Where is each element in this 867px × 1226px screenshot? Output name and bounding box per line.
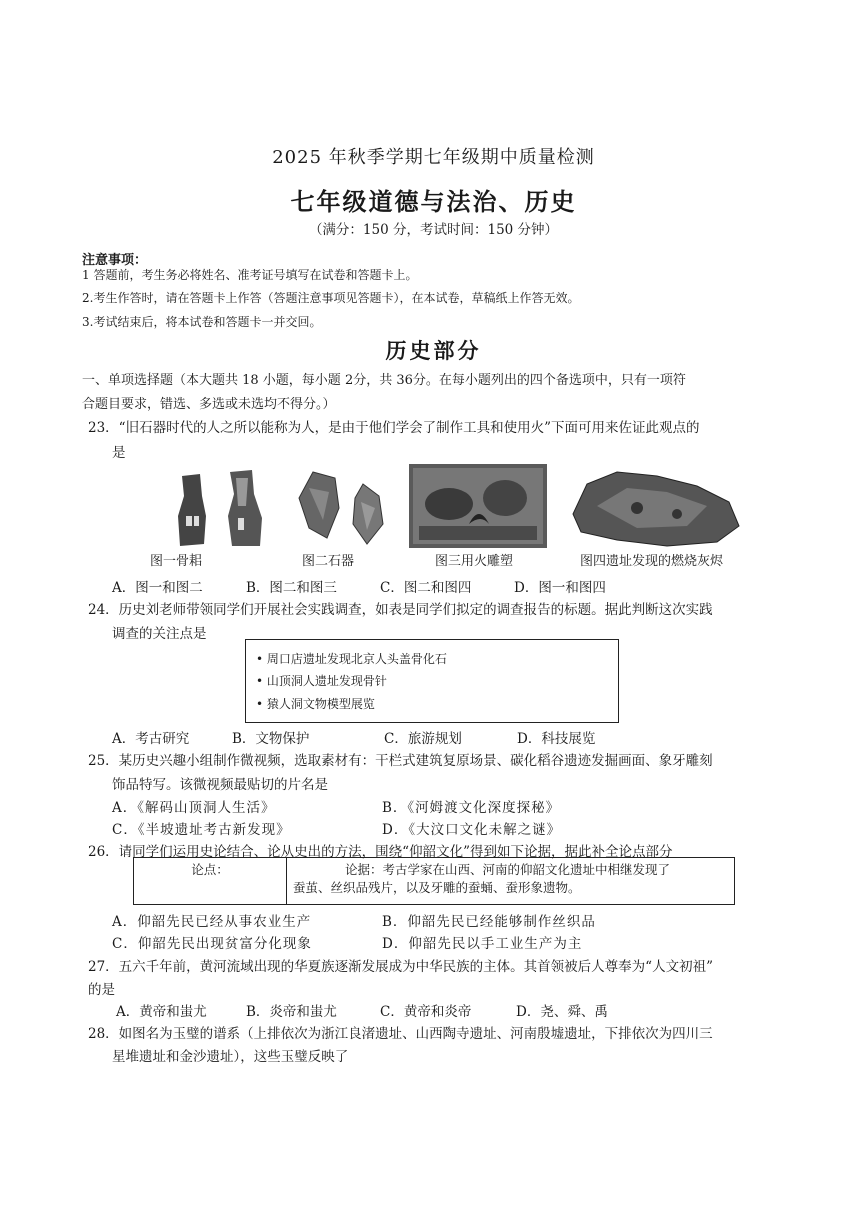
notes-heading: 注意事项： [82,253,148,268]
option: A．《解码山顶洞人生活》 [112,800,276,816]
survey-title: • 山顶洞人遗址发现骨针 [256,674,387,688]
note-item: 1 答题前，考生务必将姓名、准考证号填写在试卷和答题卡上。 [82,268,418,282]
note-item: 2.考生作答时，请在答题卡上作答（答题注意事项见答题卡），在本试卷，草稿纸上作答无效。 [82,291,580,305]
question-stem: 调查的关注点是 [112,626,207,642]
figure-caption: 图二石器 [302,554,355,569]
option: B．《河姆渡文化深度探秘》 [382,800,561,816]
argument-table [133,857,735,905]
option: D．图一和图四 [514,580,606,596]
option: B．仰韶先民已经能够制作丝织品 [382,914,596,930]
question-stem: 27．五六千年前，黄河流域出现的华夏族逐渐发展成为中华民族的主体。其首领被后人尊奉为“人文初祖” [88,959,713,975]
evidence-line: 论据：考古学家在山西、河南的仰韶文化遗址中相继发现了 [345,862,671,877]
option: C．旅游规划 [384,731,462,747]
ash-remains-image [567,466,743,548]
option: D．仰韶先民以手工业生产为主 [382,936,583,952]
evidence-line: 蚕茧、丝织品残片，以及牙雕的蚕蛹、蚕形象遗物。 [293,880,581,895]
bone-spade-image [172,466,272,548]
option: B．图二和图三 [246,580,337,596]
score-time: （满分：150 分，考试时间：150 分钟） [308,222,559,238]
part-instructions: 一、单项选择题（本大题共 18 小题，每小题 2分，共 36分。在每小题列出的四个备选项中，只有一项符 [82,373,686,388]
question-stem: 25．某历史兴趣小组制作微视频，选取素材有：干栏式建筑复原场景、碳化稻谷遗迹发掘画面、象牙雕刻 [88,753,713,769]
question-stem: 23．“旧石器时代的人之所以能称为人，是由于他们学会了制作工具和使用火”下面可用来佐证此观点的 [88,420,700,436]
question-stem: 是 [112,445,126,461]
option: C．《半坡遗址考古新发现》 [112,822,291,838]
thesis-cell: 论点： [134,858,287,905]
figure-caption: 图三用火雕塑 [435,554,514,569]
part-instructions: 合题目要求，错选、多选或未选均不得分。） [82,397,336,412]
option: C．仰韶先民出现贫富分化现象 [112,936,312,952]
question-stem: 饰品特写。该微视频最贴切的片名是 [112,777,328,793]
exam-title: 2025 年秋季学期七年级期中质量检测 [272,147,595,168]
option: C．黄帝和炎帝 [380,1004,472,1020]
question-stem: 24．历史刘老师带领同学们开展社会实践调查，如表是同学们拟定的调查报告的标题。据此判断这次实践 [88,602,713,618]
option: D．尧、舜、禹 [516,1004,608,1020]
option: B．文物保护 [232,731,310,747]
subject-title: 七年级道德与法治、历史 [290,187,577,216]
option: A．仰韶先民已经从事农业生产 [112,914,312,930]
option: D．《大汶口文化未解之谜》 [382,822,562,838]
stone-tools-image [293,468,393,546]
option: A．黄帝和蚩尤 [116,1004,207,1020]
figure-caption: 图四遗址发现的燃烧灰烬 [580,554,724,569]
survey-titles-box [245,639,619,723]
option: B．炎帝和蚩尤 [246,1004,337,1020]
note-item: 3.考试结束后，将本试卷和答题卡一并交回。 [82,315,322,329]
question-stem: 26．请同学们运用史论结合、论从史出的方法，围绕“仰韶文化”得到如下论据，据此补全论点部分 [88,844,673,860]
survey-title: • 周口店遗址发现北京人头盖骨化石 [256,652,447,666]
question-stem: 28．如图名为玉璧的谱系（上排依次为浙江良渚遗址、山西陶寺遗址、河南殷墟遗址，下排依次为四川三 [88,1026,713,1042]
figure-caption: 图一骨耜 [150,554,203,569]
question-stem: 星堆遗址和金沙遗址），这些玉璧反映了 [112,1049,349,1065]
evidence-cell [287,858,735,905]
option: D．科技展览 [517,731,596,747]
option: C．图二和图四 [380,580,472,596]
question-stem: 的是 [88,982,115,998]
section-title: 历史部分 [385,338,482,363]
option: A．图一和图二 [112,580,203,596]
survey-title: • 猿人洞文物模型展览 [256,697,375,711]
option: A．考古研究 [112,731,190,747]
fire-sculpture-image [409,464,547,548]
